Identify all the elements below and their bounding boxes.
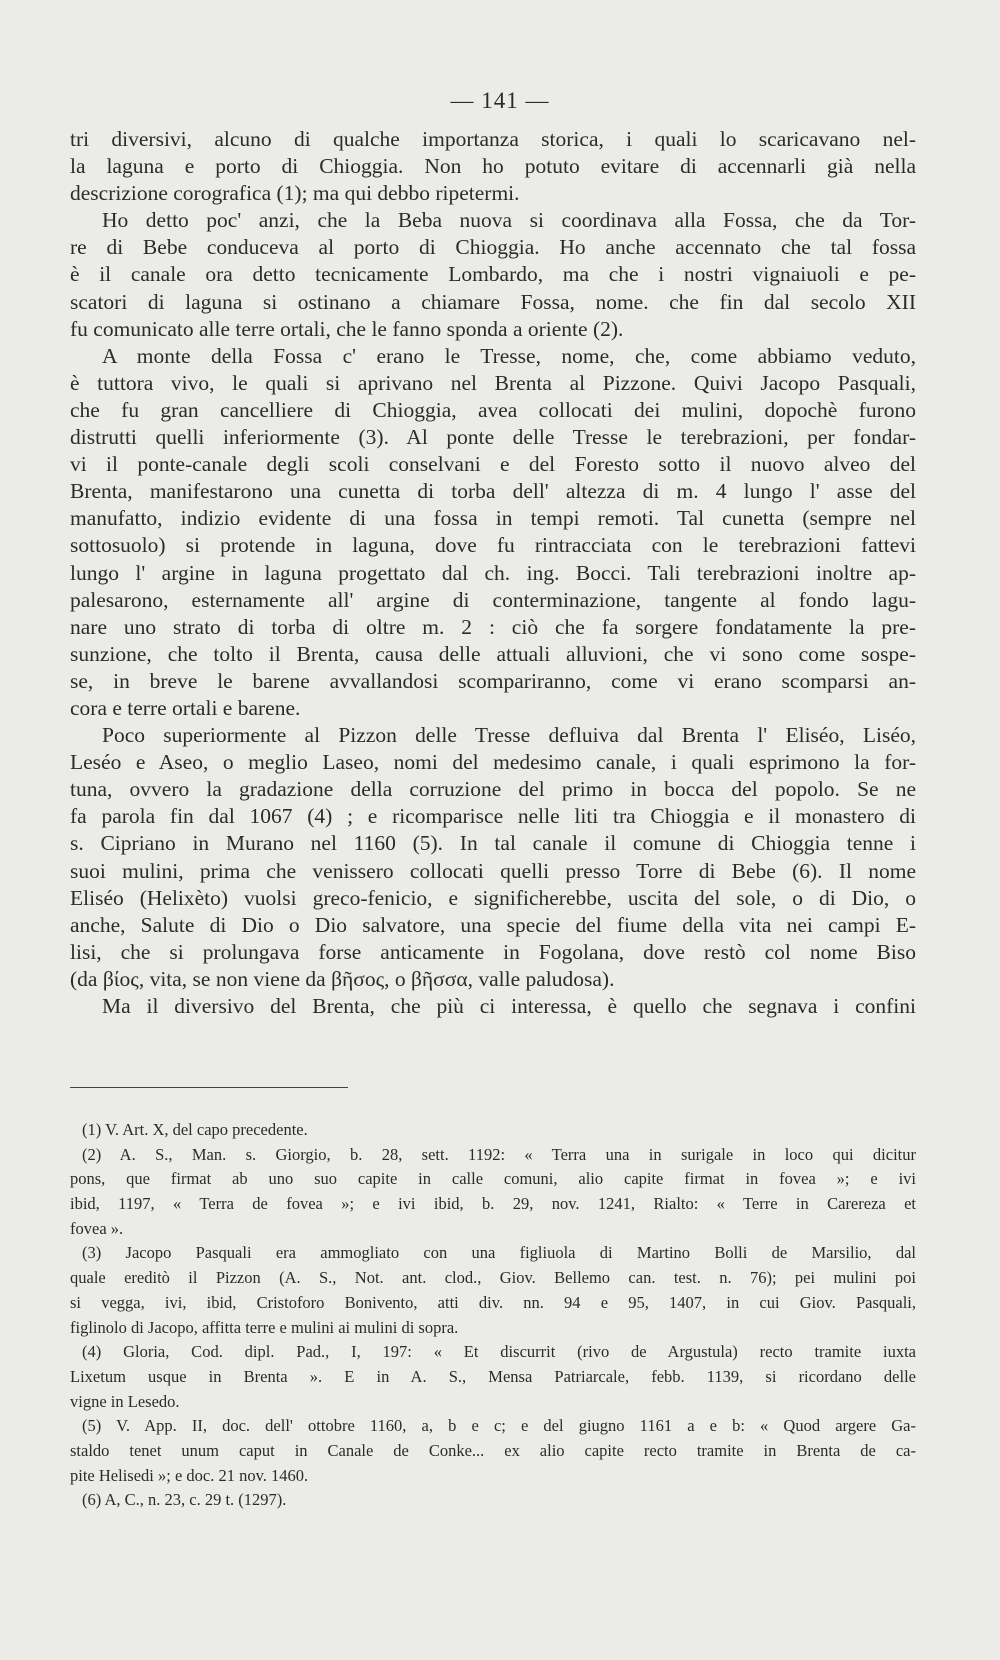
text-line: lungo l' argine in laguna progettato dal ch. ing. Bocci. Tali terebrazioni inoltre ap- — [70, 560, 916, 585]
footnote-line: pons, que firmat ab uno suo capite in calle comuni, alio capite firmat in fovea »; e ivi — [70, 1169, 916, 1189]
text-line: distrutti quelli inferiormente (3). Al ponte delle Tresse le terebrazioni, per fondar- — [70, 425, 916, 450]
footnote-line: vigne in Lesedo. — [70, 1391, 180, 1411]
footnote-line: staldo tenet unum caput in Canale de Conke... ex alio capite recto tramite in Brenta de ca- — [70, 1440, 916, 1460]
text-line: fa parola fin dal 1067 (4) ; e ricomparisce nelle liti tra Chioggia e il monastero di — [70, 804, 916, 829]
text-line: Ma il diversivo del Brenta, che più ci interessa, è quello che segnava i confini — [102, 994, 916, 1018]
text-line: se, in breve le barene avvallandosi scompariranno, come vi erano scomparsi an- — [70, 668, 916, 693]
text-line: descrizione corografica (1); ma qui debbo ripetermi. — [70, 181, 520, 206]
footnote-line: pite Helisedi »; e doc. 21 nov. 1460. — [70, 1465, 309, 1485]
text-line: Brenta, manifestarono una cunetta di torba dell' altezza di m. 4 lungo l' asse del — [70, 479, 916, 504]
text-line: scatori di laguna si ostinano a chiamare Fossa, nome. che fin dal secolo XII — [70, 289, 916, 314]
main-text — [70, 126, 916, 1020]
footnote-line: (4) Gloria, Cod. dipl. Pad., I, 197: « Et discurrit (rivo de Argustula) recto tramite iuxta — [82, 1342, 916, 1362]
text-line: manufatto, indizio evidente di una fossa in tempi remoti. Tal cunetta (sempre nel — [70, 506, 916, 531]
footnote-line: si vegga, ivi, ibid, Cristoforo Bonivento, atti div. nn. 94 e 95, 1407, in cui Giov. Pasquali, — [70, 1292, 916, 1312]
footnote-line: (2) A. S., Man. s. Giorgio, b. 28, sett. 1192: « Terra una in surigale in loco qui dicitur — [82, 1144, 916, 1164]
text-line: Leséo e Aseo, o meglio Laseo, nomi del medesimo canale, i quali esprimono la for- — [70, 750, 916, 775]
footnote-line: quale ereditò il Pizzon (A. S., Not. ant. clod., Giov. Bellemo can. test. n. 76); pei mulini poi — [70, 1268, 916, 1288]
footnote-line: (3) Jacopo Pasquali era ammogliato con una figliuola di Martino Bolli de Marsilio, dal — [82, 1243, 916, 1263]
footnote-line: figlinolo di Jacopo, affitta terre e mulini ai mulini di sopra. — [70, 1317, 459, 1337]
text-line: lisi, che si prolungava forse anticamente in Fogolana, dove restò col nome Biso — [70, 939, 916, 964]
text-line: Ho detto poc' anzi, che la Beba nuova si coordinava alla Fossa, che da Tor- — [102, 208, 916, 233]
page-number: — 141 — — [450, 88, 550, 113]
footnote-line: fovea ». — [70, 1218, 124, 1238]
text-line: (da βίος, vita, se non viene da βῆσος, o βῆσσα, valle paludosa). — [70, 966, 615, 991]
text-line: anche, Salute di Dio o Dio salvatore, una specie del fiume della vita nei campi E- — [70, 912, 916, 937]
text-line: re di Bebe conduceva al porto di Chioggia. Ho anche accennato che tal fossa — [70, 235, 916, 260]
text-line: nare uno strato di torba di oltre m. 2 : ciò che fa sorgere fondatamente la pre- — [70, 614, 916, 639]
text-line: sottosuolo) si protende in laguna, dove fu rintracciata con le terebrazioni fattevi — [70, 533, 916, 558]
text-line: tuna, ovvero la gradazione della corruzione del primo in bocca del popolo. Se ne — [70, 777, 916, 802]
text-line: A monte della Fossa c' erano le Tresse, nome, che, come abbiamo veduto, — [102, 343, 916, 368]
text-line: fu comunicato alle terre ortali, che le fanno sponda a oriente (2). — [70, 316, 624, 341]
footnote-separator — [70, 1087, 348, 1088]
footnote-line: Lixetum usque in Brenta ». E in A. S., Mensa Patriarcale, febb. 1139, si ricordano delle — [70, 1366, 916, 1386]
text-line: sunzione, che tolto il Brenta, causa delle attuali alluvioni, che vi sono come sospe- — [70, 641, 916, 666]
text-line: tri diversivi, alcuno di qualche importanza storica, i quali lo scaricavano nel- — [70, 127, 916, 151]
text-line: vi il ponte-canale degli scoli conselvani e del Foresto sotto il nuovo alveo del — [70, 452, 916, 477]
text-line: Eliséo (Helixèto) vuolsi greco-fenicio, e significherebbe, uscita del sole, o di Dio, o — [70, 885, 916, 910]
text-line: è il canale ora detto tecnicamente Lombardo, ma che i nostri vignaiuoli e pe- — [70, 262, 916, 287]
text-line: Poco superiormente al Pizzon delle Tresse defluiva dal Brenta l' Eliséo, Liséo, — [102, 723, 916, 748]
text-line: suoi mulini, prima che venissero collocati quelli presso Torre di Bebe (6). Il nome — [70, 858, 916, 883]
footnotes — [70, 1118, 916, 1513]
text-line: cora e terre ortali e barene. — [70, 695, 301, 720]
text-line: palesarono, esternamente all' argine di conterminazione, tangente al fondo lagu- — [70, 587, 916, 612]
footnote-line: (6) A, C., n. 23, c. 29 t. (1297). — [82, 1490, 287, 1510]
footnote-line: (5) V. App. II, doc. dell' ottobre 1160, a, b e c; e del giugno 1161 a e b: « Quod argere Ga- — [82, 1416, 916, 1436]
text-line: che fu gran cancelliere di Chioggia, avea collocati dei mulini, dopochè furono — [70, 397, 916, 422]
text-line: s. Cipriano in Murano nel 1160 (5). In tal canale il comune di Chioggia tenne i — [70, 831, 916, 856]
footnote-line: (1) V. Art. X, del capo precedente. — [82, 1120, 308, 1139]
footnote-line: ibid, 1197, « Terra de fovea »; e ivi ibid, b. 29, nov. 1241, Rialto: « Terre in Carereza et — [70, 1194, 916, 1214]
text-line: la laguna e porto di Chioggia. Non ho potuto evitare di accennarli già nella — [70, 154, 916, 179]
text-line: è tuttora vivo, le quali si aprivano nel Brenta al Pizzone. Quivi Jacopo Pasquali, — [70, 370, 916, 395]
